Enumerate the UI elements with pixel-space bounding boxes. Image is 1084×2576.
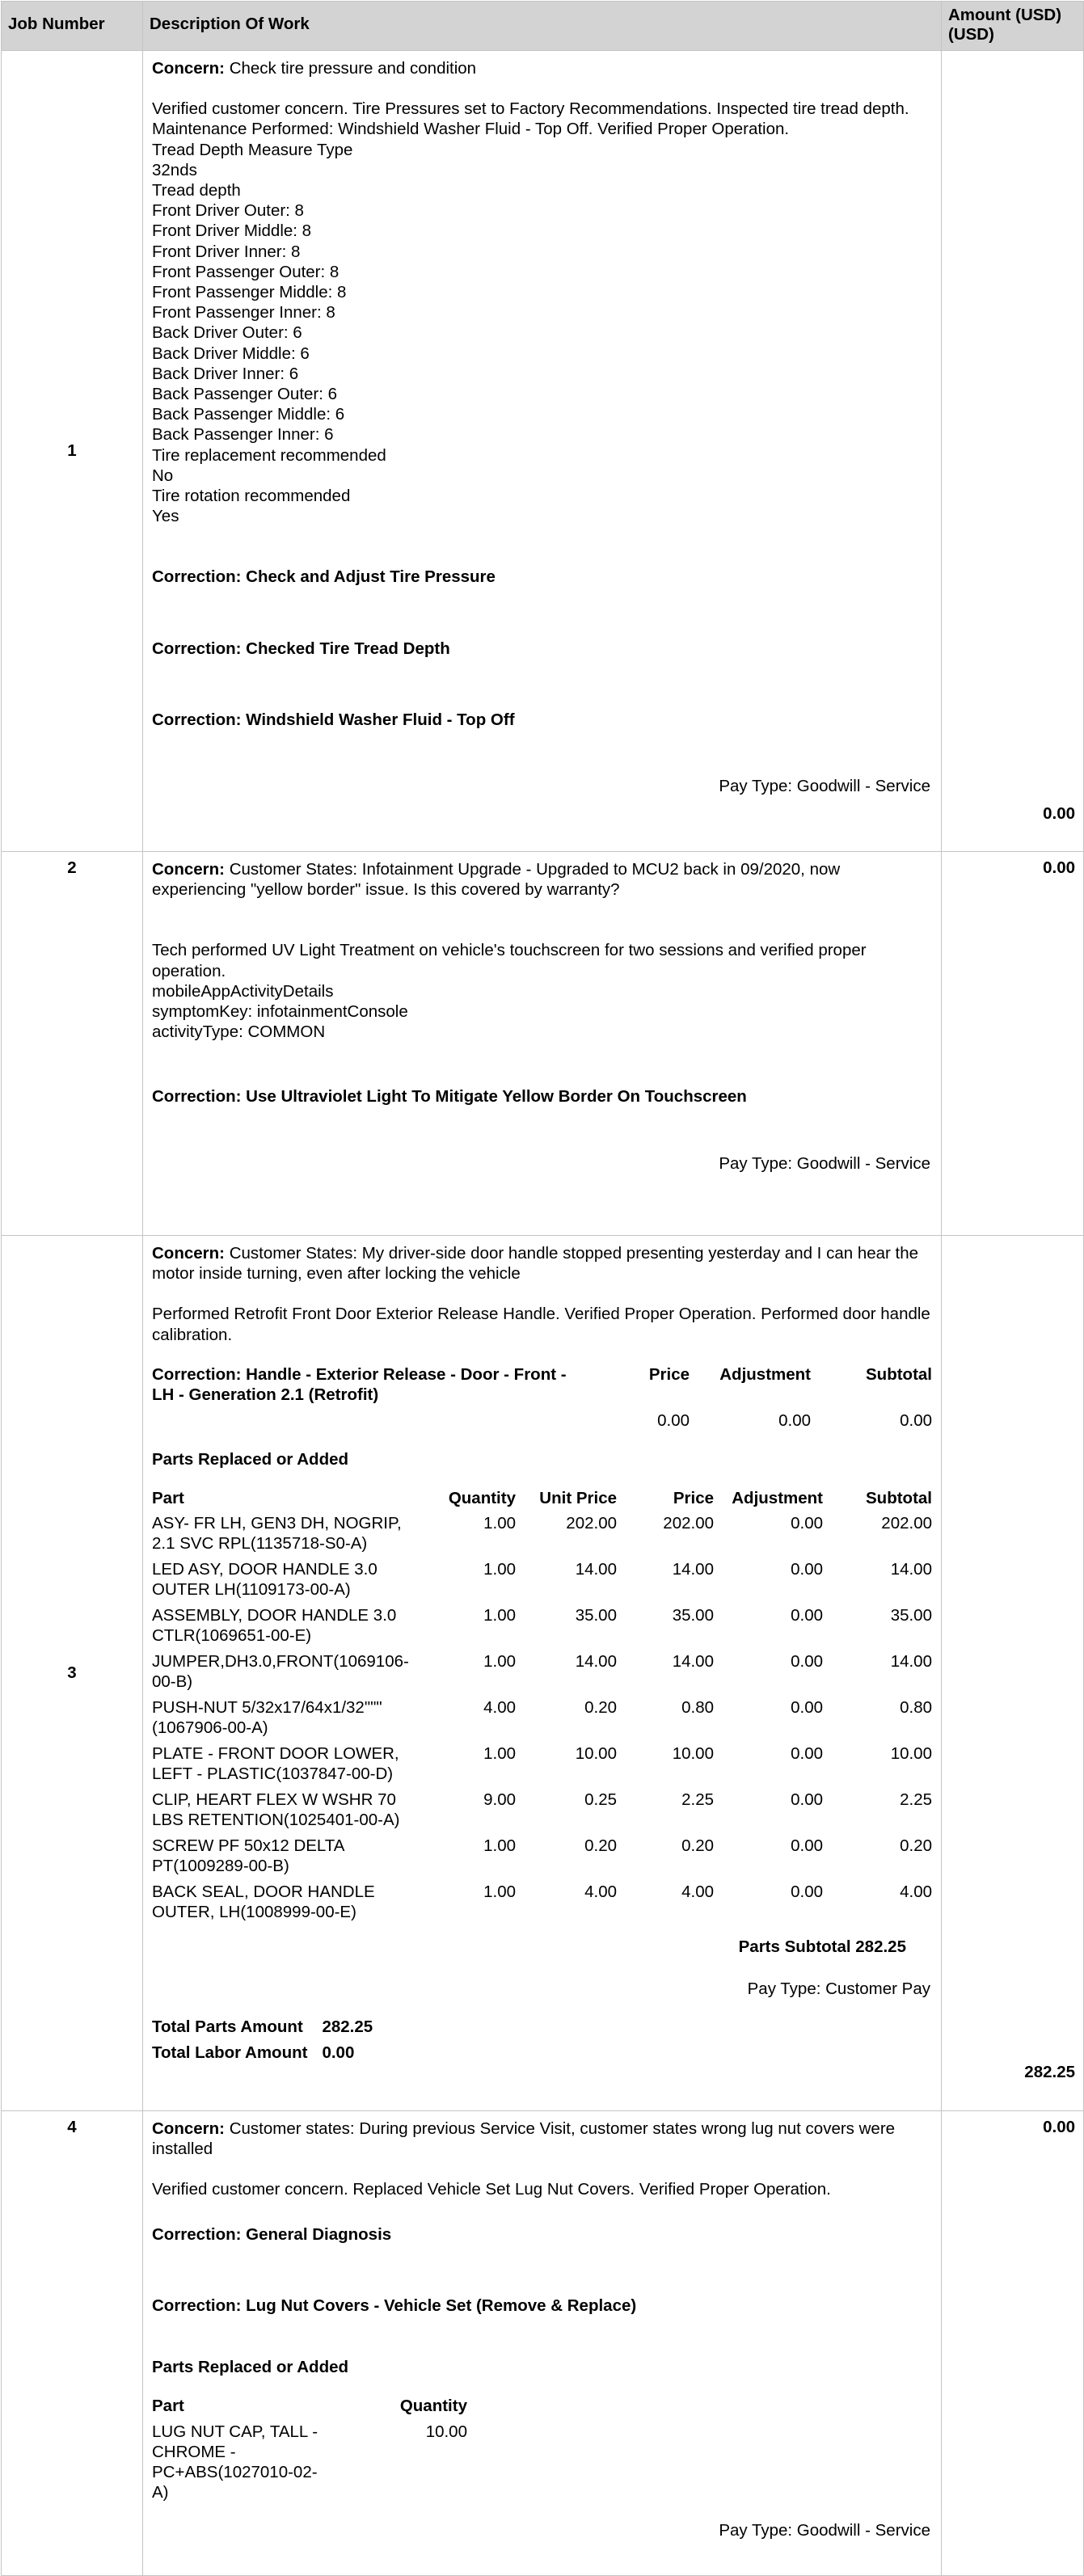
job-amount: 282.25 <box>942 1236 1084 2111</box>
info-line: 32nds <box>152 160 197 179</box>
work-performed: Performed Retrofit Front Door Exterior Release Handle. Verified Proper Operation. Performed door handle calibration. <box>152 1305 930 1344</box>
part-quantity: 1.00 <box>483 1606 516 1625</box>
info-line: Tire rotation recommended <box>152 487 351 506</box>
job-amount: 0.00 <box>942 2111 1084 2576</box>
correction: Correction: General Diagnosis <box>152 2224 392 2244</box>
labor-table <box>152 1364 932 1431</box>
info-line: Back Passenger Middle: 6 <box>152 405 345 424</box>
work-performed: Verified customer concern. Replaced Vehicle Set Lug Nut Covers. Verified Proper Operation. <box>152 2180 831 2199</box>
info-line: symptomKey: infotainmentConsole <box>152 1002 408 1022</box>
part-quantity: 1.00 <box>483 1744 516 1764</box>
parts-header-adjustment: Adjustment <box>732 1489 823 1508</box>
parts-header-quantity: Quantity <box>448 1489 516 1508</box>
job-number: 1 <box>2 51 143 852</box>
pay-type: Pay Type: Customer Pay <box>747 1979 930 1999</box>
part-name: CLIP, HEART FLEX W WSHR 70 LBS RETENTION(1025401-00-A) <box>152 1790 400 1830</box>
work-performed: Verified customer concern. Tire Pressures set to Factory Recommendations. Inspected tire tread depth. Maintenance Performed: Windshield Washer Fluid - Top Off. Verified Proper Operation. <box>152 99 909 139</box>
part-unit-price: 0.25 <box>584 1790 617 1810</box>
part-price: 14.00 <box>672 1560 714 1579</box>
part-name: LUG NUT CAP, TALL - CHROME - PC+ABS(1027010-02-A) <box>152 2422 318 2502</box>
concern <box>152 859 930 900</box>
part-adjustment: 0.00 <box>791 1836 823 1856</box>
info-line: Front Driver Outer: 8 <box>152 201 304 221</box>
part-subtotal: 14.00 <box>890 1652 932 1672</box>
correction: Correction: Lug Nut Covers - Vehicle Set (Remove & Replace) <box>152 2296 637 2315</box>
part-price: 35.00 <box>672 1606 714 1625</box>
part-subtotal: 10.00 <box>890 1744 932 1764</box>
part-price: 0.20 <box>681 1836 714 1856</box>
parts-header-part: Part <box>152 2397 184 2416</box>
info-line: Tread depth <box>152 181 241 200</box>
part-price: 10.00 <box>672 1744 714 1764</box>
part-adjustment: 0.00 <box>791 1882 823 1902</box>
part-subtotal: 4.00 <box>900 1882 932 1902</box>
job-amount: 0.00 <box>942 51 1084 852</box>
totals-table <box>152 2017 373 2063</box>
info-line: Back Driver Outer: 6 <box>152 323 302 343</box>
pay-type: Pay Type: Goodwill - Service <box>719 1153 930 1173</box>
info-line: Front Passenger Outer: 8 <box>152 262 340 281</box>
labor-subtotal-header: Subtotal <box>866 1364 932 1384</box>
table-row <box>152 1692 932 1738</box>
info-line: Front Driver Inner: 8 <box>152 242 301 261</box>
total-labor-value: 0.00 <box>322 2043 355 2063</box>
labor-price-header: Price <box>648 1364 690 1384</box>
info-line: Yes <box>152 507 179 526</box>
part-quantity: 1.00 <box>483 1652 516 1672</box>
part-name: PLATE - FRONT DOOR LOWER, LEFT - PLASTIC(1037847-00-D) <box>152 1744 399 1784</box>
concern-label: Concern: <box>152 59 225 78</box>
parts-table <box>152 2396 467 2502</box>
part-adjustment: 0.00 <box>791 1744 823 1764</box>
concern <box>152 58 930 78</box>
info-line: mobileAppActivityDetails <box>152 981 334 1001</box>
part-name: BACK SEAL, DOOR HANDLE OUTER, LH(1008999-00-E) <box>152 1882 375 1922</box>
part-quantity: 1.00 <box>483 1560 516 1579</box>
info-line: Back Driver Middle: 6 <box>152 344 310 363</box>
job-number: 3 <box>2 1236 143 2111</box>
table-row <box>152 1784 932 1830</box>
parts-header-subtotal: Subtotal <box>866 1489 932 1508</box>
labor-subtotal: 0.00 <box>900 1410 932 1430</box>
part-quantity: 1.00 <box>483 1882 516 1902</box>
job-amount: 0.00 <box>942 852 1084 1236</box>
part-quantity: 1.00 <box>483 1836 516 1856</box>
job-description <box>143 2111 942 2576</box>
labor-header-row <box>152 1364 932 1405</box>
part-unit-price: 202.00 <box>566 1514 617 1533</box>
job-row-1 <box>2 51 1084 852</box>
part-quantity: 1.00 <box>483 1514 516 1533</box>
table-header-row <box>2 2 1084 51</box>
info-line: Front Passenger Middle: 8 <box>152 283 347 302</box>
parts-header-part: Part <box>152 1489 184 1508</box>
part-unit-price: 0.20 <box>584 1698 617 1718</box>
activity-lines <box>152 981 930 1043</box>
info-line: Front Driver Middle: 8 <box>152 221 312 241</box>
table-row <box>152 1554 932 1600</box>
parts-header-price: Price <box>673 1489 714 1508</box>
part-name: PUSH-NUT 5/32x17/64x1/32"""(1067906-00-A) <box>152 1698 382 1738</box>
table-row <box>152 2416 467 2502</box>
concern-label: Concern: <box>152 2119 225 2138</box>
info-line: No <box>152 466 174 485</box>
parts-title: Parts Replaced or Added <box>152 2358 349 2377</box>
part-unit-price: 10.00 <box>575 1744 617 1764</box>
part-adjustment: 0.00 <box>791 1790 823 1810</box>
part-subtotal: 35.00 <box>890 1606 932 1625</box>
job-description <box>143 51 942 852</box>
job-number: 4 <box>2 2111 143 2576</box>
job-row-3 <box>2 1236 1084 2111</box>
table-row <box>152 1830 932 1876</box>
part-name: JUMPER,DH3.0,FRONT(1069106-00-B) <box>152 1652 409 1692</box>
part-price: 14.00 <box>672 1652 714 1672</box>
part-adjustment: 0.00 <box>791 1560 823 1579</box>
part-subtotal: 202.00 <box>881 1514 932 1533</box>
table-row <box>152 1876 932 1922</box>
part-name: LED ASY, DOOR HANDLE 3.0 OUTER LH(1109173-00-A) <box>152 1560 378 1600</box>
correction: Correction: Check and Adjust Tire Pressure <box>152 567 496 587</box>
job-row-2 <box>2 852 1084 1236</box>
info-line: activityType: COMMON <box>152 1022 326 1042</box>
concern-text: Customer states: During previous Service Visit, customer states wrong lug nut covers were installed <box>152 2119 896 2159</box>
parts-subtotal: Parts Subtotal 282.25 <box>738 1937 906 1957</box>
labor-values-row <box>152 1405 932 1431</box>
part-price: 202.00 <box>663 1514 714 1533</box>
job-description <box>143 1236 942 2111</box>
parts-header-row <box>152 2396 467 2416</box>
pay-type: Pay Type: Goodwill - Service <box>719 2521 930 2540</box>
parts-header-row <box>152 1488 932 1508</box>
correction: Correction: Windshield Washer Fluid - Top Off <box>152 710 515 729</box>
job-description <box>143 852 942 1236</box>
concern-label: Concern: <box>152 1244 225 1263</box>
part-quantity: 4.00 <box>483 1698 516 1718</box>
part-adjustment: 0.00 <box>791 1698 823 1718</box>
work-order-table <box>1 1 1084 2576</box>
info-line: Tire replacement recommended <box>152 445 386 465</box>
part-subtotal: 2.25 <box>900 1790 932 1810</box>
job-number: 2 <box>2 852 143 1236</box>
info-line: Back Passenger Inner: 6 <box>152 425 334 445</box>
part-adjustment: 0.00 <box>791 1514 823 1533</box>
correction: Correction: Checked Tire Tread Depth <box>152 639 450 658</box>
correction: Correction: Use Ultraviolet Light To Mitigate Yellow Border On Touchscreen <box>152 1087 747 1107</box>
parts-rows <box>152 1508 932 1922</box>
part-quantity: 9.00 <box>483 1790 516 1810</box>
concern-text: Check tire pressure and condition <box>229 59 477 78</box>
part-unit-price: 4.00 <box>584 1882 617 1902</box>
part-unit-price: 0.20 <box>584 1836 617 1856</box>
part-adjustment: 0.00 <box>791 1606 823 1625</box>
labor-adjustment-header: Adjustment <box>719 1364 811 1384</box>
part-price: 2.25 <box>681 1790 714 1810</box>
table-row <box>152 1738 932 1784</box>
total-labor-label: Total Labor Amount <box>152 2043 308 2063</box>
header-amount: Amount (USD) (USD) <box>942 2 1084 51</box>
concern <box>152 2119 930 2159</box>
info-line: Front Passenger Inner: 8 <box>152 303 335 323</box>
concern <box>152 1243 930 1284</box>
concern-text: Customer States: Infotainment Upgrade - Upgraded to MCU2 back in 09/2020, now experiencing "yellow border" issue. Is this covered by warranty? <box>152 860 841 900</box>
info-line: Back Passenger Outer: 6 <box>152 385 338 404</box>
part-subtotal: 14.00 <box>890 1560 932 1579</box>
parts-header-quantity: Quantity <box>399 2397 467 2416</box>
part-price: 0.80 <box>681 1698 714 1718</box>
measurement-lines <box>152 140 930 527</box>
info-line: Tread Depth Measure Type <box>152 140 353 159</box>
part-name: ASY- FR LH, GEN3 DH, NOGRIP, 2.1 SVC RPL(1135718-S0-A) <box>152 1514 402 1554</box>
job-row-4 <box>2 2111 1084 2576</box>
part-subtotal: 0.80 <box>900 1698 932 1718</box>
correction: Correction: Handle - Exterior Release - Door - Front - LH - Generation 2.1 (Retrofit) <box>152 1364 567 1404</box>
part-unit-price: 35.00 <box>575 1606 617 1625</box>
labor-price: 0.00 <box>657 1410 690 1430</box>
info-line: Back Driver Inner: 6 <box>152 364 299 383</box>
table-row <box>152 1600 932 1646</box>
part-quantity: 10.00 <box>425 2422 467 2442</box>
header-job-number: Job Number <box>2 2 143 51</box>
concern-text: Customer States: My driver-side door handle stopped presenting yesterday and I can hear the motor inside turning, even after locking the vehicle <box>152 1244 919 1284</box>
part-adjustment: 0.00 <box>791 1652 823 1672</box>
labor-adjustment: 0.00 <box>778 1410 811 1430</box>
part-unit-price: 14.00 <box>575 1652 617 1672</box>
total-parts-label: Total Parts Amount <box>152 2017 303 2037</box>
part-name: ASSEMBLY, DOOR HANDLE 3.0 CTLR(1069651-00-E) <box>152 1606 397 1646</box>
work-performed: Tech performed UV Light Treatment on vehicle's touchscreen for two sessions and verified proper operation. <box>152 941 867 980</box>
table-row <box>152 1508 932 1554</box>
header-description: Description Of Work <box>143 2 942 51</box>
part-subtotal: 0.20 <box>900 1836 932 1856</box>
concern-label: Concern: <box>152 860 225 879</box>
parts-table <box>152 1488 932 1922</box>
parts-header-unit-price: Unit Price <box>539 1489 617 1508</box>
part-unit-price: 14.00 <box>575 1560 617 1579</box>
parts-title: Parts Replaced or Added <box>152 1449 349 1469</box>
pay-type: Pay Type: Goodwill - Service <box>719 777 930 796</box>
part-price: 4.00 <box>681 1882 714 1902</box>
part-name: SCREW PF 50x12 DELTA PT(1009289-00-B) <box>152 1836 344 1876</box>
total-parts-value: 282.25 <box>322 2017 373 2037</box>
table-row <box>152 1646 932 1692</box>
